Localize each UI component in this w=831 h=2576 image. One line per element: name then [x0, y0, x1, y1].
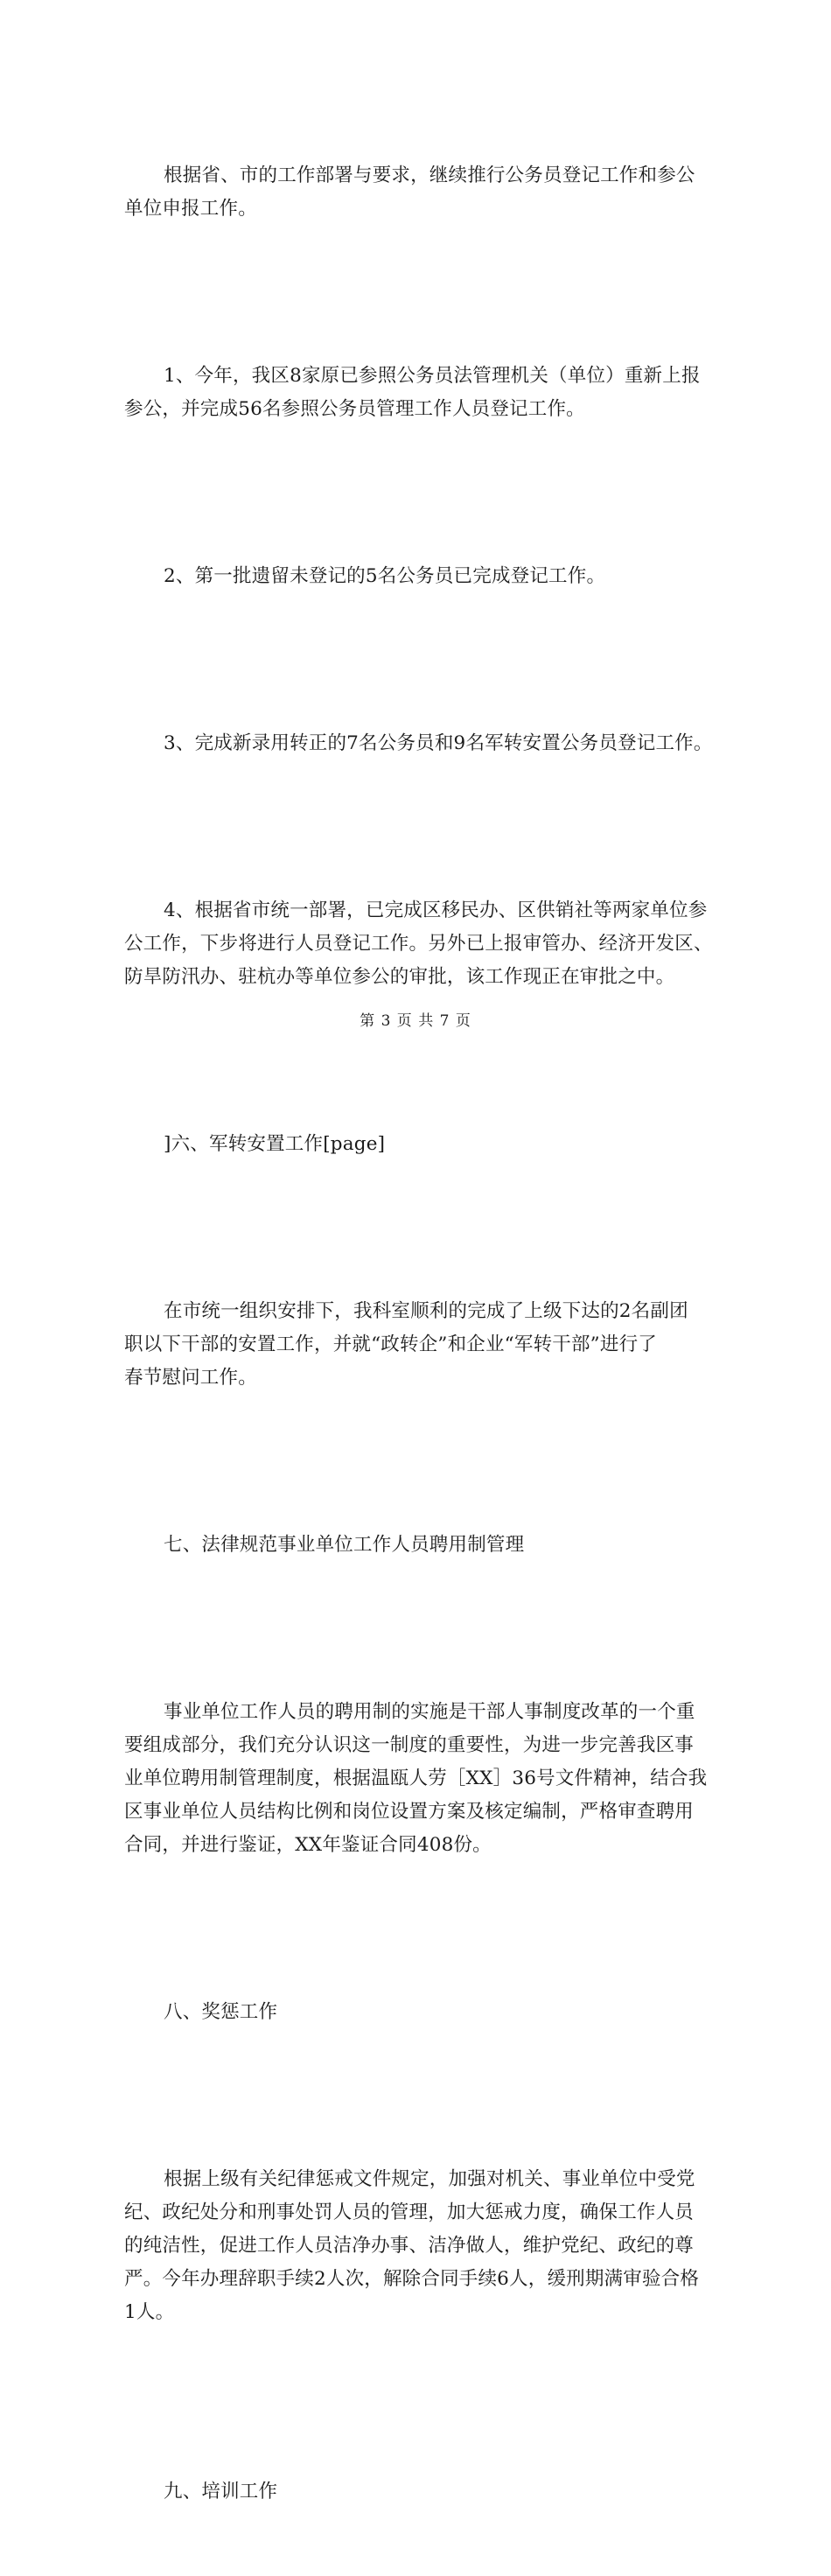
text-line: 参公，并完成56名参照公务员管理工作人员登记工作。	[124, 398, 585, 420]
section-heading-six	[124, 1061, 719, 1228]
document-body	[124, 93, 719, 2576]
text-line: 1人。	[124, 2301, 175, 2323]
text-line: 七、法律规范事业单位工作人员聘用制管理	[164, 1534, 525, 1556]
text-line: 要组成部分，我们充分认识这一制度的重要性，为进一步完善我区事	[124, 1734, 695, 1756]
section-heading-eight	[124, 1929, 719, 2096]
text-line: 单位申报工作。	[124, 198, 257, 220]
paragraph-employment-system	[124, 1629, 719, 1928]
text-line: 在市统一组织安排下，我科室顺利的完成了上级下达的2名副团	[164, 1300, 688, 1322]
text-line: 3、完成新录用转正的7名公务员和9名军转安置公务员登记工作。	[164, 732, 713, 754]
paragraph-spacer	[124, 2397, 719, 2409]
paragraph-military-resettlement	[124, 1228, 719, 1461]
text-line: 合同，并进行鉴证，XX年鉴证合同408份。	[124, 1834, 492, 1856]
text-line: 纪、政纪处分和刑事处罚人员的管理，加大惩戒力度，确保工作人员	[124, 2202, 695, 2223]
text-line: 九、培训工作	[164, 2481, 278, 2502]
text-line: 区事业单位人员结构比例和岗位设置方案及核定编制，严格审查聘用	[124, 1801, 695, 1823]
text-line: 严。今年办理辞职手续2人次，解除合同手续6人，缓刑期满审验合格	[124, 2268, 700, 2290]
text-line: 的纯洁性，促进工作人员洁净办事、洁净做人，维护党纪、政纪的尊	[124, 2235, 695, 2257]
text-line: ]六、军转安置工作[page]	[164, 1133, 386, 1155]
text-line: 2、第一批遗留未登记的5名公务员已完成登记工作。	[164, 565, 606, 587]
paragraph-item-3	[124, 661, 719, 827]
text-line: 事业单位工作人员的聘用制的实施是干部人事制度改革的一个重	[164, 1701, 695, 1723]
section-heading-nine	[124, 2409, 719, 2575]
text-line: 根据上级有关纪律惩戒文件规定，加强对机关、事业单位中受党	[164, 2168, 695, 2190]
text-line: 防旱防汛办、驻杭办等单位参公的审批，该工作现正在审批之中。	[124, 966, 675, 988]
paragraph-item-2	[124, 494, 719, 660]
text-line: 春节慰问工作。	[124, 1367, 257, 1389]
text-line: 八、奖惩工作	[164, 2001, 278, 2023]
text-line: 1、今年，我区8家原已参照公务员法管理机关（单位）重新上报	[164, 365, 701, 387]
paragraph-item-1	[124, 293, 719, 493]
text-line: 4、根据省市统一部署，已完成区移民办、区供销社等两家单位参	[164, 900, 708, 921]
section-heading-seven	[124, 1462, 719, 1628]
text-line: 职以下干部的安置工作，并就“政转企”和企业“军转干部”进行了	[124, 1334, 657, 1355]
paragraph-rewards-discipline	[124, 2096, 719, 2396]
page-number-footer: 第 3 页 共 7 页	[360, 1012, 471, 1030]
paragraph-registration-intro	[124, 93, 719, 292]
text-line: 公工作，下步将进行人员登记工作。另外已上报审管办、经济开发区、	[124, 933, 713, 955]
text-line: 业单位聘用制管理制度，根据温瓯人劳［XX］36号文件精神，结合我	[124, 1768, 708, 1789]
text-line: 根据省、市的工作部署与要求，继续推行公务员登记工作和参公	[164, 164, 695, 186]
